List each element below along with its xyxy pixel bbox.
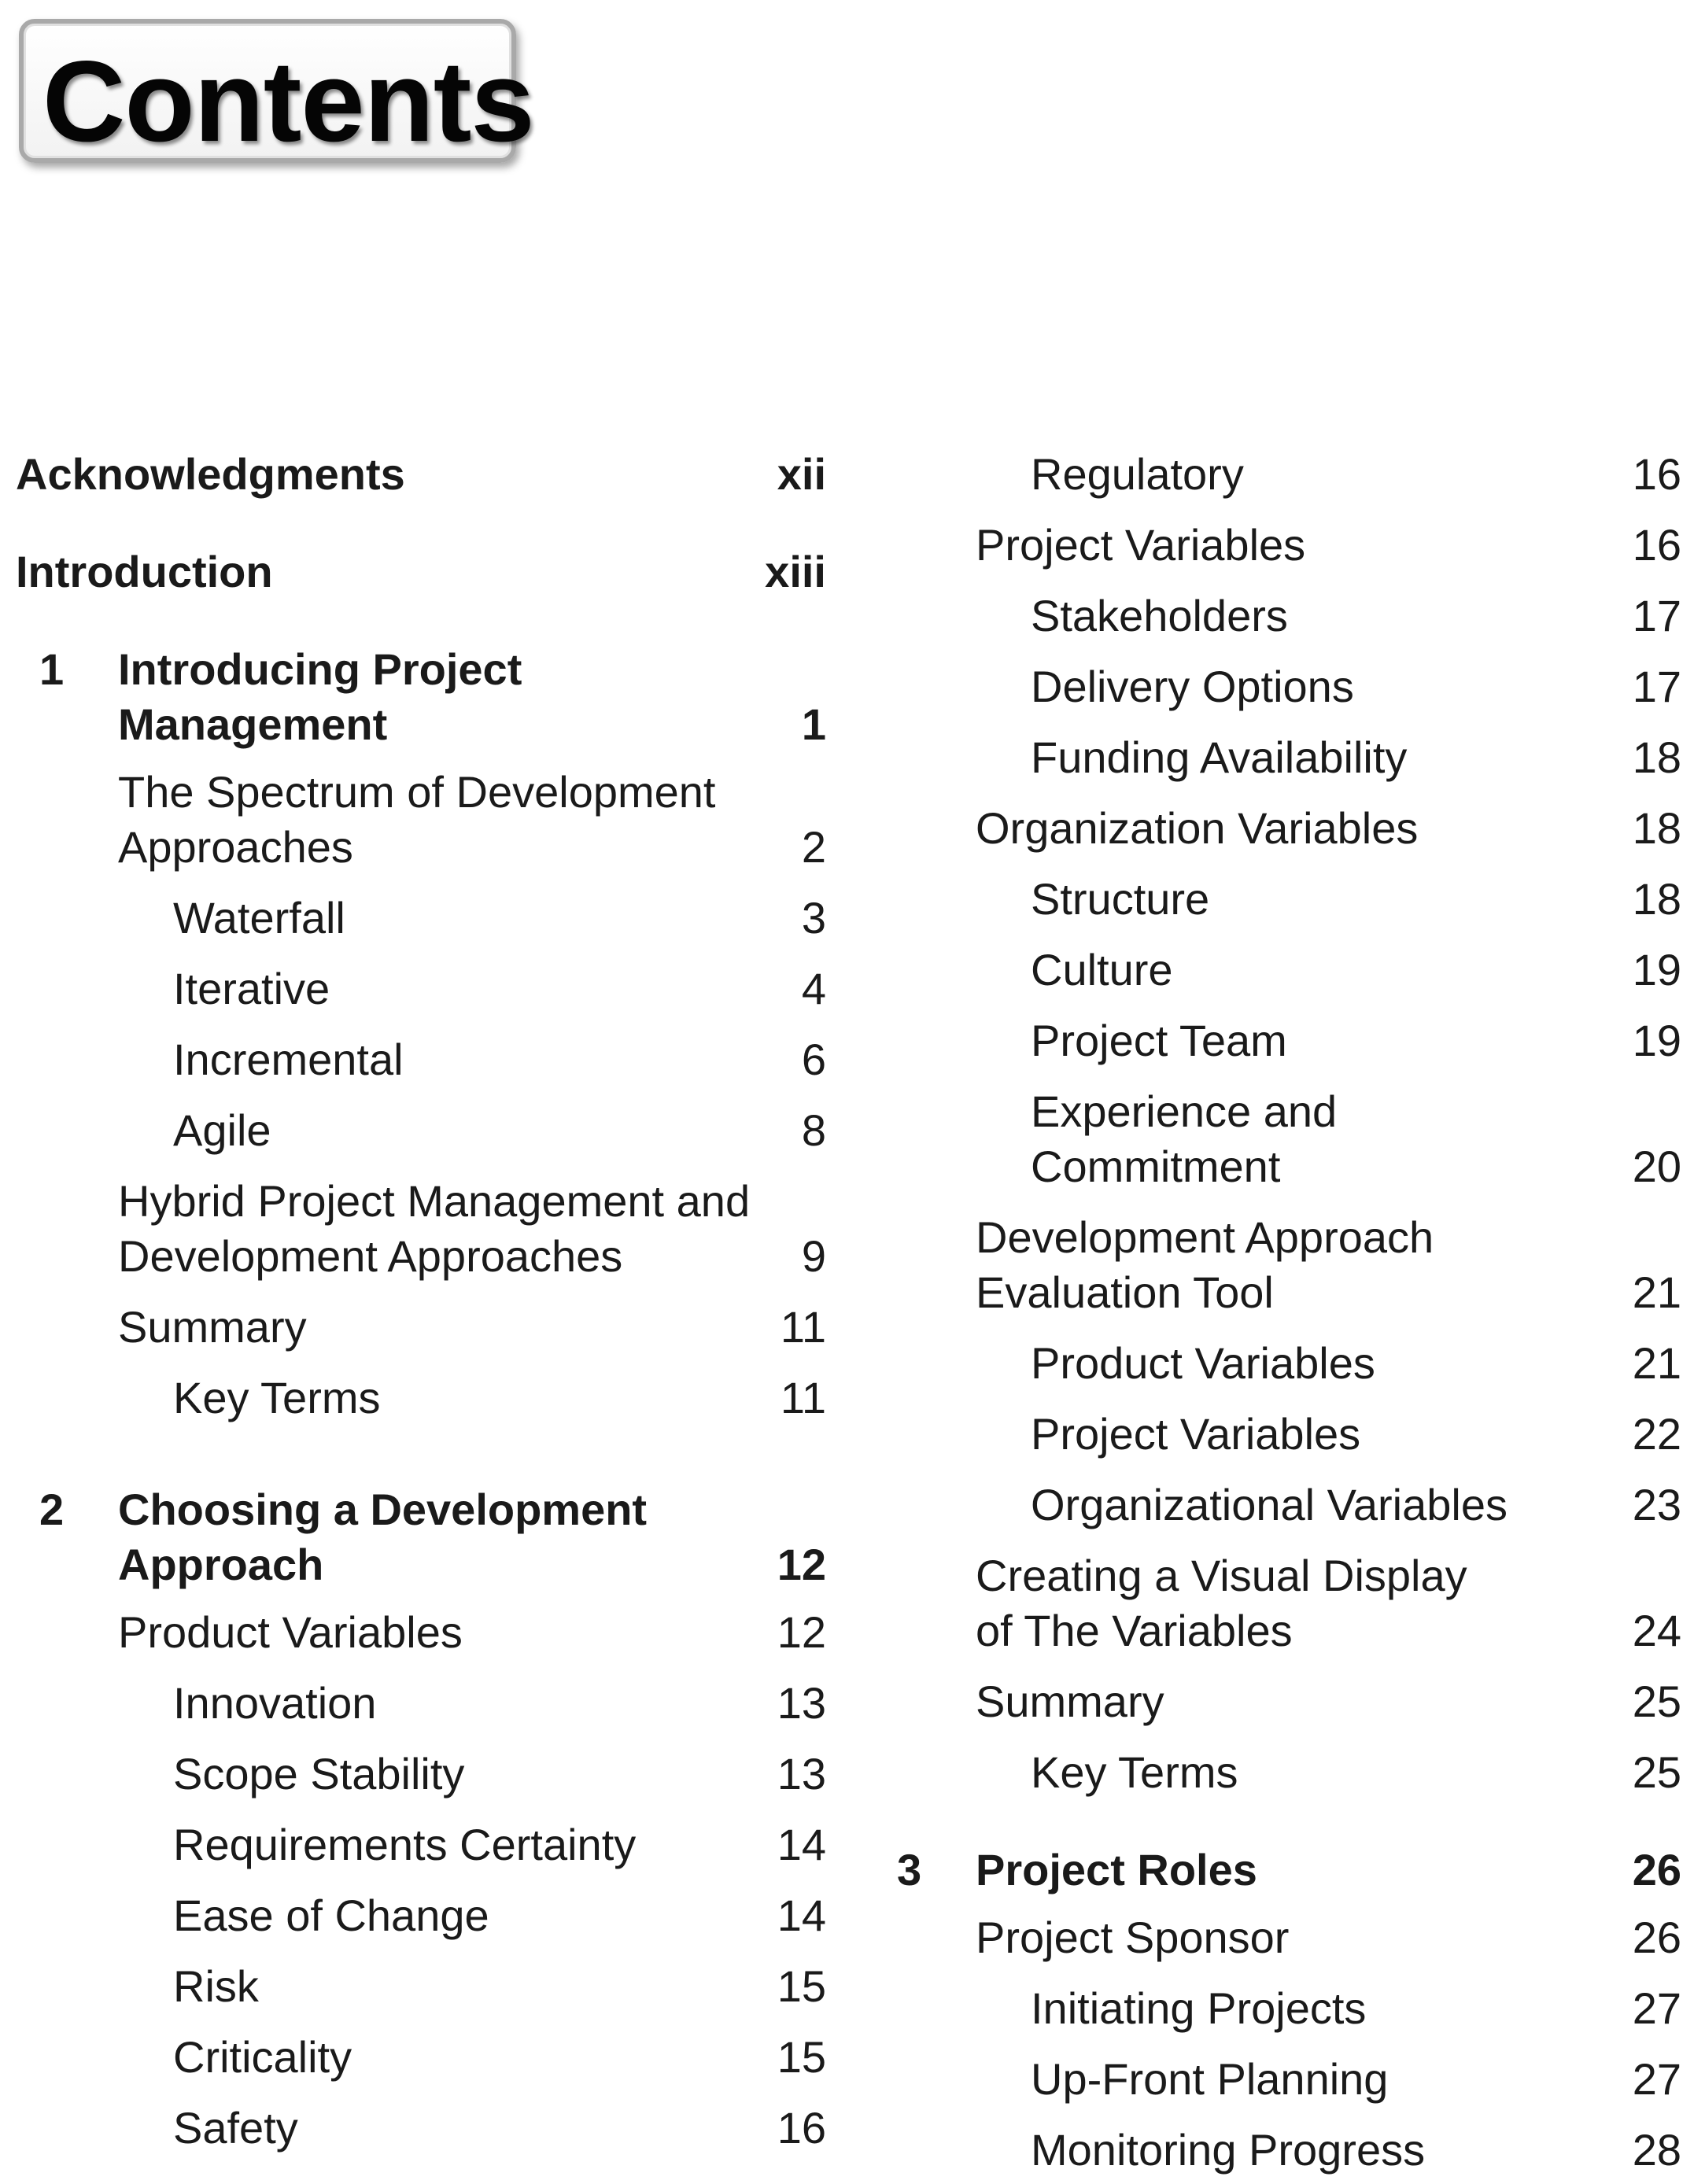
- toc-label: Monitoring Progress: [1031, 2125, 1426, 2175]
- toc-label: Waterfall: [173, 893, 345, 943]
- toc-page: xii: [777, 449, 826, 499]
- toc-left-column: [16, 431, 826, 2156]
- toc-label: Project Variables: [1031, 1409, 1361, 1459]
- toc-entry[interactable]: [16, 1103, 826, 1158]
- toc-page: 14: [777, 1820, 826, 1869]
- toc-entry[interactable]: [16, 1747, 826, 1802]
- chapter-number: 3: [897, 1845, 922, 1894]
- toc-page: 16: [1632, 520, 1681, 570]
- toc-page: 19: [1632, 945, 1681, 994]
- toc-page: 11: [780, 1373, 826, 1422]
- toc-page: 17: [1632, 662, 1681, 711]
- toc-label: Criticality: [173, 2032, 352, 2082]
- toc-entry[interactable]: [16, 1032, 826, 1087]
- toc-page: 18: [1632, 803, 1681, 853]
- toc-label: Iterative: [173, 964, 330, 1013]
- toc-page: 17: [1632, 591, 1681, 640]
- toc-label: Delivery Options: [1031, 662, 1354, 711]
- toc-label: Funding Availability: [1031, 732, 1408, 782]
- toc-entry[interactable]: [897, 518, 1681, 573]
- toc-label: Project Team: [1031, 1016, 1287, 1065]
- toc-page: 21: [1632, 1267, 1681, 1317]
- toc-label: Organization Variables: [976, 803, 1419, 853]
- toc-entry[interactable]: [897, 1407, 1681, 1462]
- toc-label: Hybrid Project Management and Development Approaches: [118, 1176, 751, 1281]
- toc-page: 28: [1632, 2125, 1681, 2175]
- contents-title-box: [19, 19, 534, 165]
- chapter-number: 2: [39, 1485, 65, 1534]
- toc-label: Acknowledgments: [16, 449, 405, 499]
- toc-entry[interactable]: [897, 1084, 1681, 1194]
- toc-page: 15: [777, 1961, 826, 2011]
- toc-label: Development Approach Evaluation Tool: [976, 1212, 1434, 1317]
- toc-entry[interactable]: [897, 801, 1681, 856]
- toc-entry[interactable]: [897, 2123, 1681, 2178]
- toc-label: Key Terms: [1031, 1747, 1238, 1797]
- toc-entry[interactable]: [16, 1888, 826, 1943]
- toc-label: The Spectrum of Development Approaches: [118, 767, 716, 872]
- toc-page: 18: [1632, 874, 1681, 924]
- toc-entry[interactable]: [16, 1676, 826, 1731]
- toc-label: Project Roles: [976, 1845, 1257, 1894]
- toc-label: Up-Front Planning: [1031, 2054, 1389, 2104]
- toc-page: 2: [801, 822, 826, 872]
- toc-page: 4: [801, 964, 826, 1013]
- toc-entry[interactable]: [16, 891, 826, 946]
- toc-page: 16: [777, 2103, 826, 2153]
- toc-entry-introduction[interactable]: [16, 544, 826, 599]
- toc-label: Summary: [118, 1302, 307, 1352]
- toc-right-column: [897, 431, 1681, 2178]
- toc-page: 8: [801, 1105, 826, 1155]
- toc-label: Summary: [976, 1677, 1164, 1726]
- toc-label: Ease of Change: [173, 1891, 489, 1940]
- toc-label: Project Sponsor: [976, 1913, 1290, 1962]
- toc-page: 11: [780, 1302, 826, 1352]
- toc-label: Initiating Projects: [1031, 1983, 1367, 2033]
- toc-page: 26: [1632, 1845, 1681, 1894]
- toc-label: Creating a Visual Display of The Variables: [976, 1551, 1467, 1655]
- toc-page: 21: [1632, 1338, 1681, 1388]
- toc-entry[interactable]: [897, 1674, 1681, 1729]
- toc-entry[interactable]: [897, 1336, 1681, 1391]
- toc-entry[interactable]: [897, 1210, 1681, 1320]
- toc-label: Choosing a Development Approach: [118, 1485, 648, 1589]
- toc-label: Safety: [173, 2103, 298, 2153]
- toc-entry[interactable]: [16, 765, 826, 875]
- toc-entry[interactable]: [897, 659, 1681, 714]
- toc-page: 20: [1632, 1142, 1681, 1191]
- toc-entry[interactable]: [897, 1478, 1681, 1533]
- toc-entry[interactable]: [897, 1013, 1681, 1068]
- toc-label: Product Variables: [1031, 1338, 1375, 1388]
- toc-page: 22: [1632, 1409, 1681, 1459]
- toc-page: 25: [1632, 1677, 1681, 1726]
- toc-entry[interactable]: [897, 1745, 1681, 1800]
- toc-label: Stakeholders: [1031, 591, 1288, 640]
- toc-page: 19: [1632, 1016, 1681, 1065]
- toc-entry[interactable]: [897, 2052, 1681, 2107]
- toc-entry[interactable]: [16, 1605, 826, 1660]
- toc-label: Regulatory: [1031, 449, 1244, 499]
- toc-label: Experience and Commitment: [1031, 1086, 1338, 1191]
- toc-label: Agile: [173, 1105, 271, 1155]
- toc-entry[interactable]: [16, 1371, 826, 1426]
- toc-page: 12: [777, 1540, 826, 1589]
- toc-label: Introducing Project Management: [118, 644, 522, 749]
- chapter-number: 1: [39, 644, 65, 694]
- toc-page: xiii: [765, 547, 826, 596]
- toc-label: Incremental: [173, 1035, 404, 1084]
- toc-page: 14: [777, 1891, 826, 1940]
- toc-label: Introduction: [16, 547, 273, 596]
- toc-entry[interactable]: [16, 2030, 826, 2085]
- toc-page: 13: [777, 1749, 826, 1798]
- toc-chapter-1[interactable]: [16, 642, 826, 752]
- toc-entry[interactable]: [16, 1174, 826, 1284]
- toc-page: 9: [801, 1231, 826, 1281]
- toc-page: 15: [777, 2032, 826, 2082]
- toc-entry[interactable]: [16, 961, 826, 1016]
- toc-page: 6: [801, 1035, 826, 1084]
- toc-entry[interactable]: [16, 2101, 826, 2156]
- toc-page: 1: [801, 699, 826, 749]
- toc-label: Project Variables: [976, 520, 1306, 570]
- toc-page: 16: [1632, 449, 1681, 499]
- toc-label: Organizational Variables: [1031, 1480, 1508, 1529]
- toc-label: Culture: [1031, 945, 1173, 994]
- toc-page: 27: [1632, 1983, 1681, 2033]
- toc-entry-acknowledgments[interactable]: [16, 447, 826, 502]
- toc-label: Product Variables: [118, 1607, 463, 1657]
- toc-chapter-2[interactable]: [16, 1482, 826, 1592]
- toc-page: 3: [801, 893, 826, 943]
- toc-entry[interactable]: [16, 1959, 826, 2014]
- toc-entry[interactable]: [897, 943, 1681, 998]
- page-title: Contents: [42, 37, 534, 165]
- toc-page: 24: [1632, 1606, 1681, 1655]
- toc-label: Innovation: [173, 1678, 377, 1728]
- toc-label: Key Terms: [173, 1373, 381, 1422]
- toc-entry[interactable]: [16, 1300, 826, 1355]
- toc-page: 26: [1632, 1913, 1681, 1962]
- toc-page: 18: [1632, 732, 1681, 782]
- toc-entry[interactable]: [897, 730, 1681, 785]
- toc-entry[interactable]: [897, 1548, 1681, 1658]
- toc-entry[interactable]: [897, 1910, 1681, 1965]
- toc-page: 13: [777, 1678, 826, 1728]
- toc-label: Structure: [1031, 874, 1210, 924]
- toc-entry[interactable]: [897, 447, 1681, 502]
- toc-page: 27: [1632, 2054, 1681, 2104]
- toc-page: 23: [1632, 1480, 1681, 1529]
- toc-page: 12: [777, 1607, 826, 1657]
- toc-chapter-3[interactable]: [897, 1843, 1681, 1898]
- toc-entry[interactable]: [897, 872, 1681, 927]
- toc-page: 25: [1632, 1747, 1681, 1797]
- toc-label: Requirements Certainty: [173, 1820, 637, 1869]
- toc-entry[interactable]: [16, 1817, 826, 1872]
- toc-label: Scope Stability: [173, 1749, 465, 1798]
- toc-entry[interactable]: [897, 1981, 1681, 2036]
- toc-entry[interactable]: [897, 588, 1681, 644]
- toc-label: Risk: [173, 1961, 259, 2011]
